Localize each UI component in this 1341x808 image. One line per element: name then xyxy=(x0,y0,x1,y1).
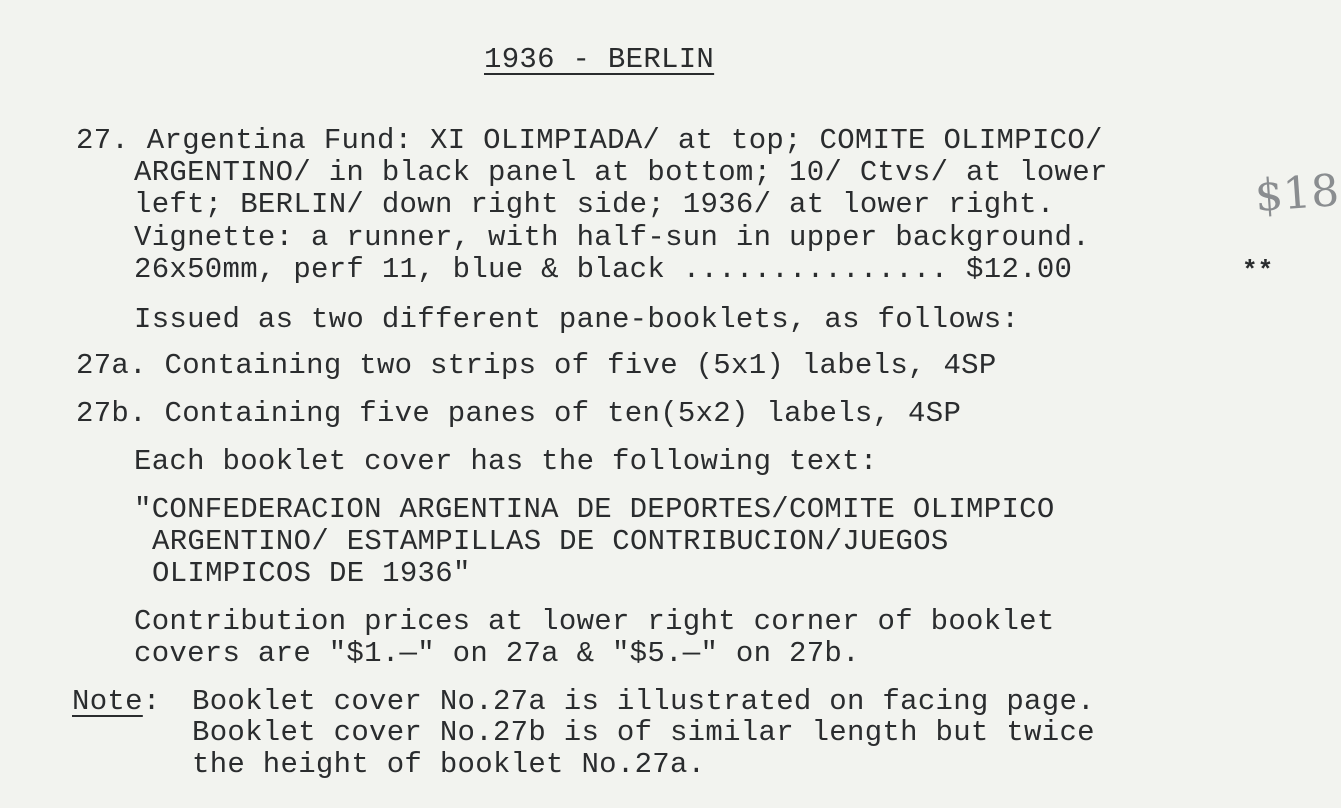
cover-text-line-1: "CONFEDERACION ARGENTINA DE DEPORTES/COMITE OLIMPICO xyxy=(134,493,1055,526)
entry-27b: 27b. Containing five panes of ten(5x2) labels, 4SP xyxy=(76,397,962,430)
double-star-mark: ** xyxy=(1242,256,1274,286)
entry-27-line-5: 26x50mm, perf 11, blue & black ............... $12.00 xyxy=(134,253,1073,286)
contribution-line-1: Contribution prices at lower right corner of booklet xyxy=(134,605,1055,638)
cover-text-line-2: ARGENTINO/ ESTAMPILLAS DE CONTRIBUCION/JUEGOS xyxy=(152,525,949,558)
entry-27a: 27a. Containing two strips of five (5x1) labels, 4SP xyxy=(76,349,997,382)
entry-27-line-4: Vignette: a runner, with half-sun in upper background. xyxy=(134,221,1090,254)
note-label: Note xyxy=(72,685,143,718)
entry-27-line-3: left; BERLIN/ down right side; 1936/ at lower right. xyxy=(134,188,1055,221)
page-title: 1936 - BERLIN xyxy=(484,43,715,76)
note-line-2: Booklet cover No.27b is of similar length but twice xyxy=(192,716,1095,749)
cover-intro: Each booklet cover has the following text: xyxy=(134,445,878,478)
entry-27-line-2: ARGENTINO/ in black panel at bottom; 10/ Ctvs/ at lower xyxy=(134,156,1108,189)
contribution-line-2: covers are "$1.—" on 27a & "$5.—" on 27b. xyxy=(134,637,860,670)
note-heading xyxy=(72,686,161,718)
note-line-3: the height of booklet No.27a. xyxy=(192,748,706,781)
handwritten-price-note: $18 xyxy=(1253,165,1341,222)
note-colon: : xyxy=(142,685,161,718)
entry-27-line-1: 27. Argentina Fund: XI OLIMPIADA/ at top; COMITE OLIMPICO/ xyxy=(76,124,1103,157)
cover-text-line-3: OLIMPICOS DE 1936" xyxy=(152,557,471,590)
note-line-1: Booklet cover No.27a is illustrated on facing page. xyxy=(192,685,1095,718)
issued-line: Issued as two different pane-booklets, as follows: xyxy=(134,303,1020,336)
